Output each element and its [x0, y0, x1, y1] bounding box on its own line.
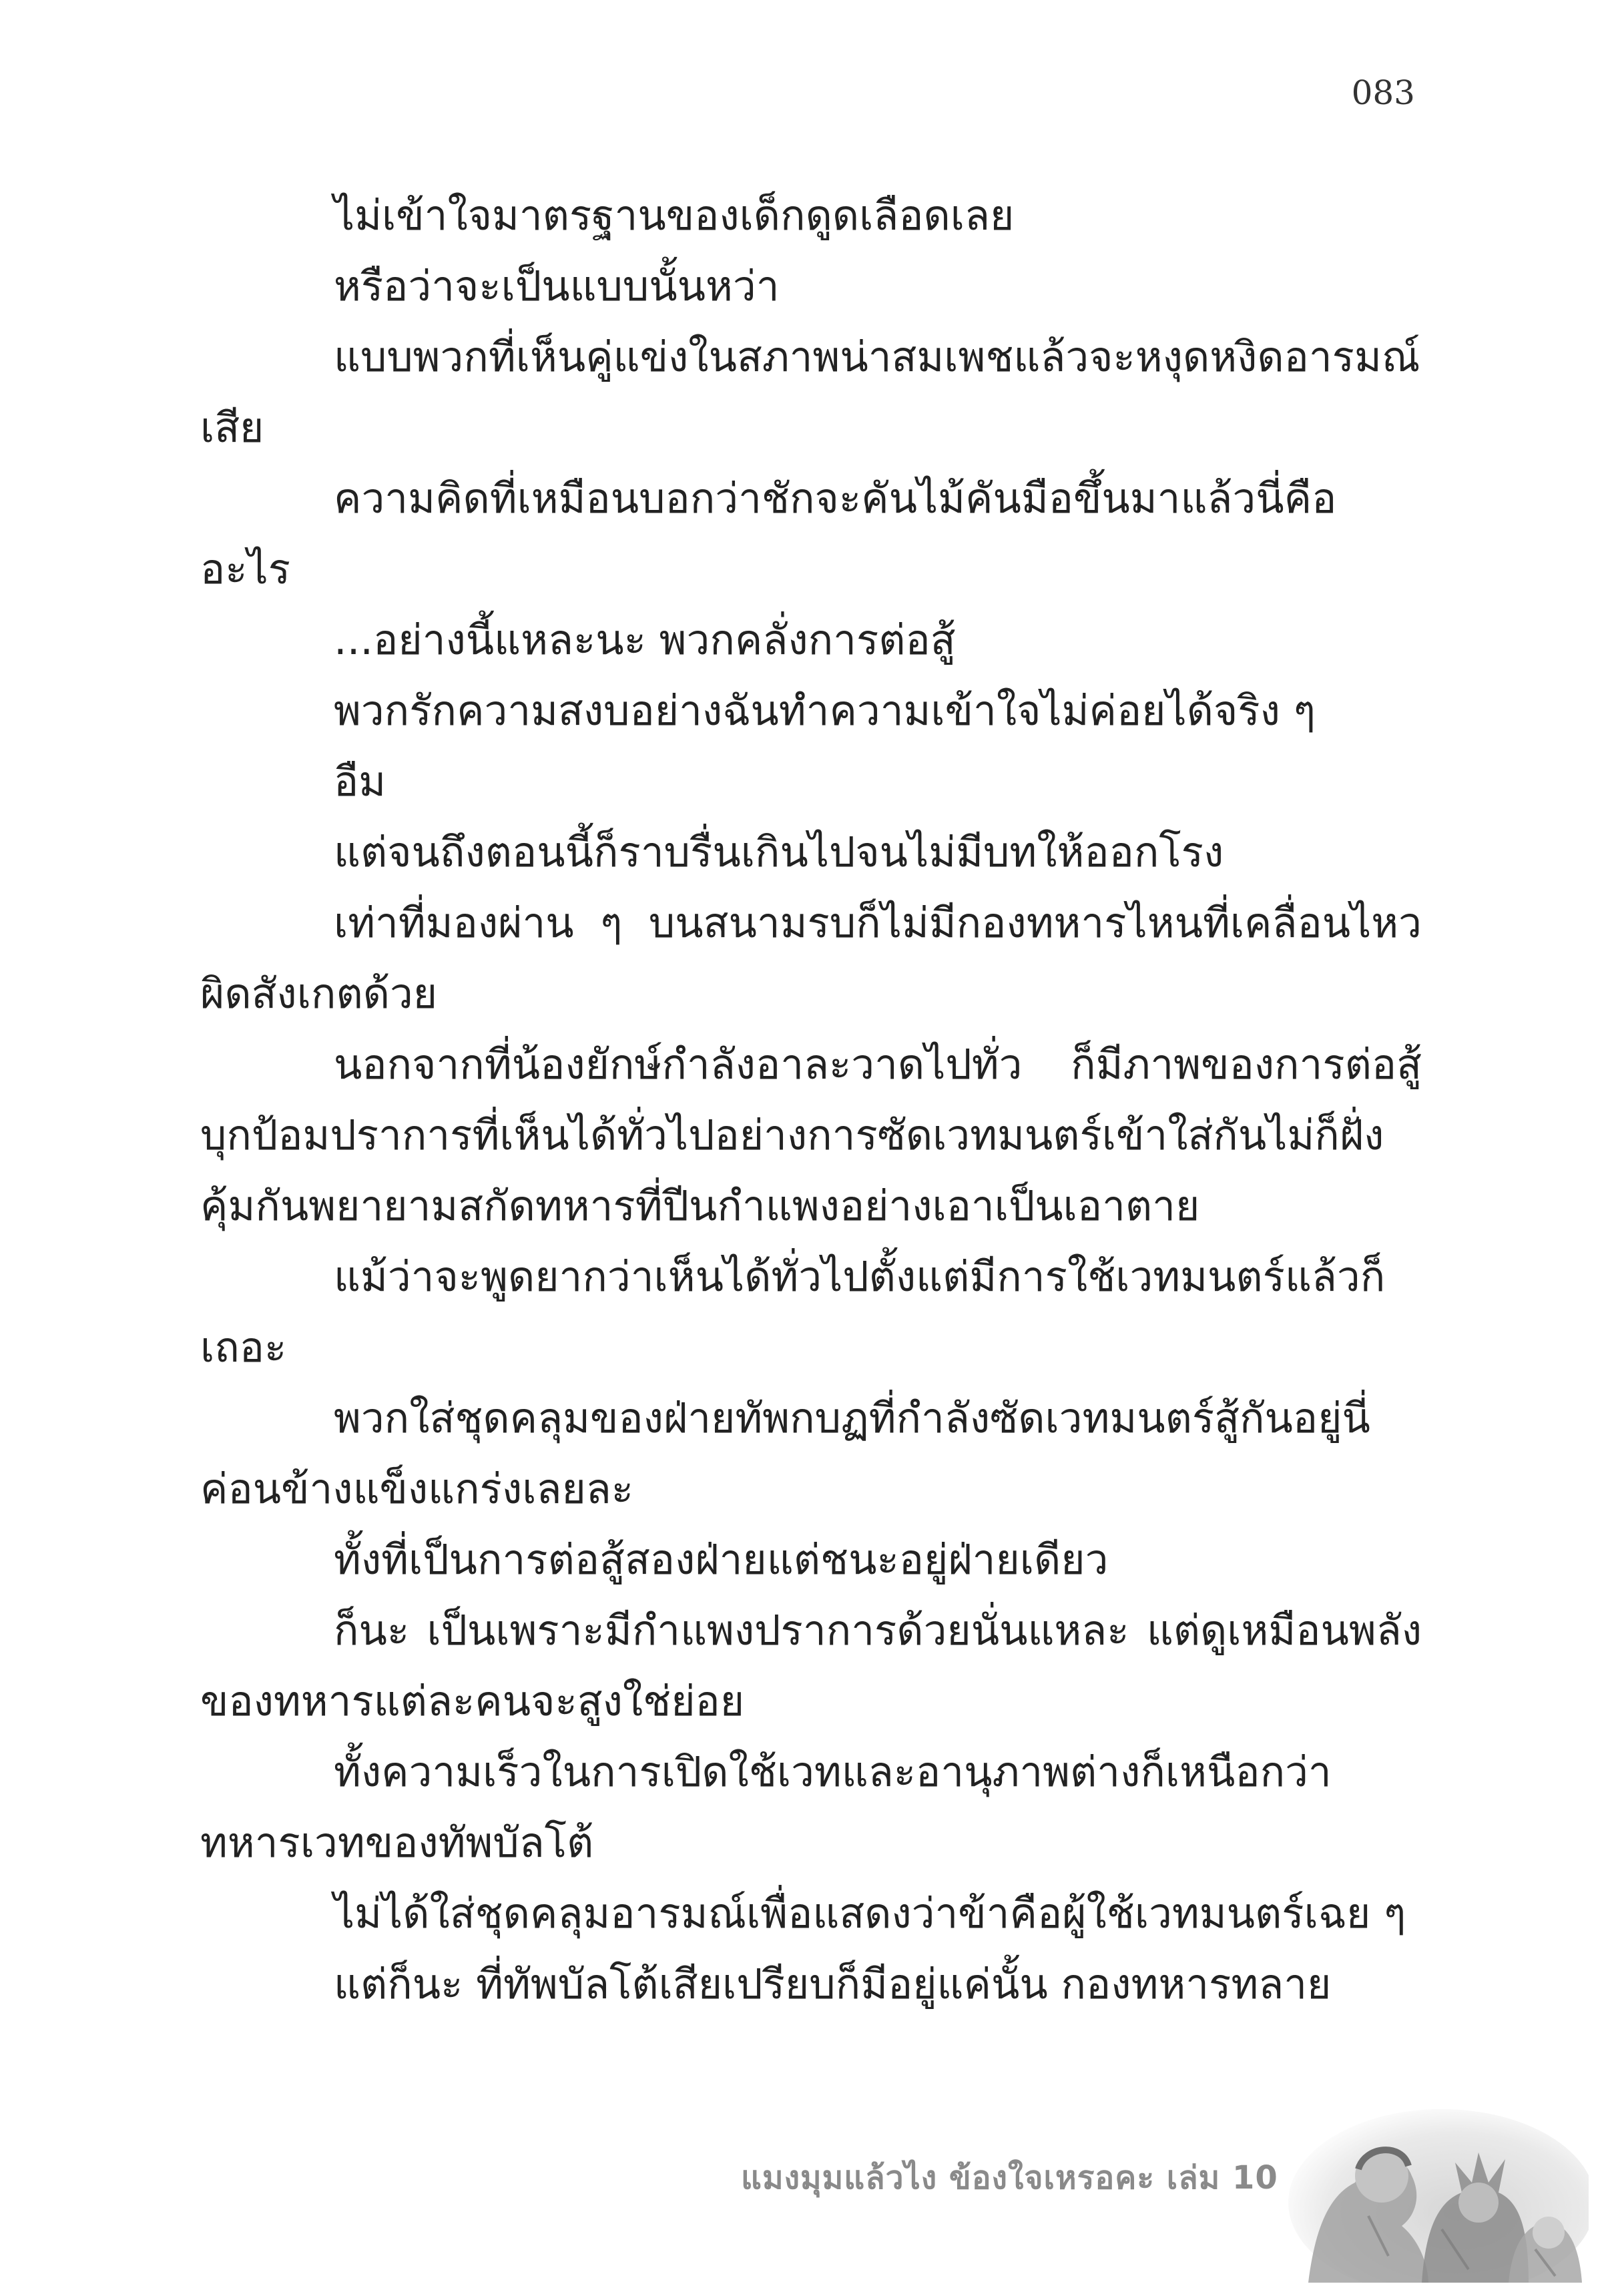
manga-characters-icon	[1268, 2082, 1589, 2283]
paragraph: ไม่เข้าใจมาตรฐานของเด็กดูดเลือดเลย	[334, 191, 1015, 240]
paragraph: ...อย่างนี้แหละนะ พวกคลั่งการต่อสู้	[334, 615, 956, 664]
paragraph: แต่จนถึงตอนนี้ก็ราบรื่นเกินไปจนไม่มีบทให้ออกโรง	[334, 828, 1224, 876]
paragraph: พวกใส่ชุดคลุมของฝ่ายทัพกบฏที่กำลังซัดเวทมนตร์สู้กันอยู่นี่ค่อนข้างแข็งแกร่งเลยละ	[200, 1394, 1370, 1513]
paragraph: ความคิดที่เหมือนบอกว่าชักจะคันไม้คันมือขึ้นมาแล้วนี่คืออะไร	[200, 474, 1337, 593]
body-text	[200, 180, 1422, 2020]
paragraph: แม้ว่าจะพูดยากว่าเห็นได้ทั่วไปตั้งแต่มีการใช้เวทมนตร์แล้วก็เถอะ	[200, 1252, 1386, 1372]
paragraph: อืม	[334, 757, 386, 806]
paragraph: ก็นะ เป็นเพราะมีกำแพงปราการด้วยนั่นแหละ แต่ดูเหมือนพลังของทหารแต่ละคนจะสูงใช่ย่อย	[200, 1606, 1422, 1725]
paragraph: นอกจากที่น้องยักษ์กำลังอาละวาดไปทั่ว ก็มีภาพของการต่อสู้บุกป้อมปราการที่เห็นได้ทั่วไปอย่างการซัดเวทมนตร์เข้าใส่กันไม่ก็ฝั่งคุ้มกันพยายามสกัดทหารที่ปีนกำแพงอย่างเอาเป็นเอาตาย	[200, 1040, 1422, 1230]
paragraph: ทั้งความเร็วในการเปิดใช้เวทและอานุภาพต่างก็เหนือกว่าทหารเวทของทัพบัลโต้	[200, 1747, 1332, 1867]
footer-title: แมงมุมแล้วไง ข้องใจเหรอคะ เล่ม 10	[741, 2159, 1278, 2197]
paragraph: ทั้งที่เป็นการต่อสู้สองฝ่ายแต่ชนะอยู่ฝ่ายเดียว	[334, 1535, 1109, 1584]
paragraph: เท่าที่มองผ่าน ๆ บนสนามรบก็ไม่มีกองทหารไหนที่เคลื่อนไหวผิดสังเกตด้วย	[200, 898, 1422, 1018]
paragraph: พวกรักความสงบอย่างฉันทำความเข้าใจไม่ค่อยได้จริง ๆ	[334, 686, 1316, 735]
page-number: 083	[1351, 73, 1415, 112]
paragraph: หรือว่าจะเป็นแบบนั้นหว่า	[334, 262, 780, 310]
paragraph: แต่ก็นะ ที่ทัพบัลโต้เสียเปรียบก็มีอยู่แค่นั้น กองทหารทลาย	[334, 1960, 1332, 2008]
paragraph: ไม่ได้ใส่ชุดคลุมอารมณ์เพื่อแสดงว่าข้าคือผู้ใช้เวทมนตร์เฉย ๆ	[334, 1889, 1406, 1938]
paragraph: แบบพวกที่เห็นคู่แข่งในสภาพน่าสมเพชแล้วจะหงุดหงิดอารมณ์เสีย	[200, 332, 1420, 452]
